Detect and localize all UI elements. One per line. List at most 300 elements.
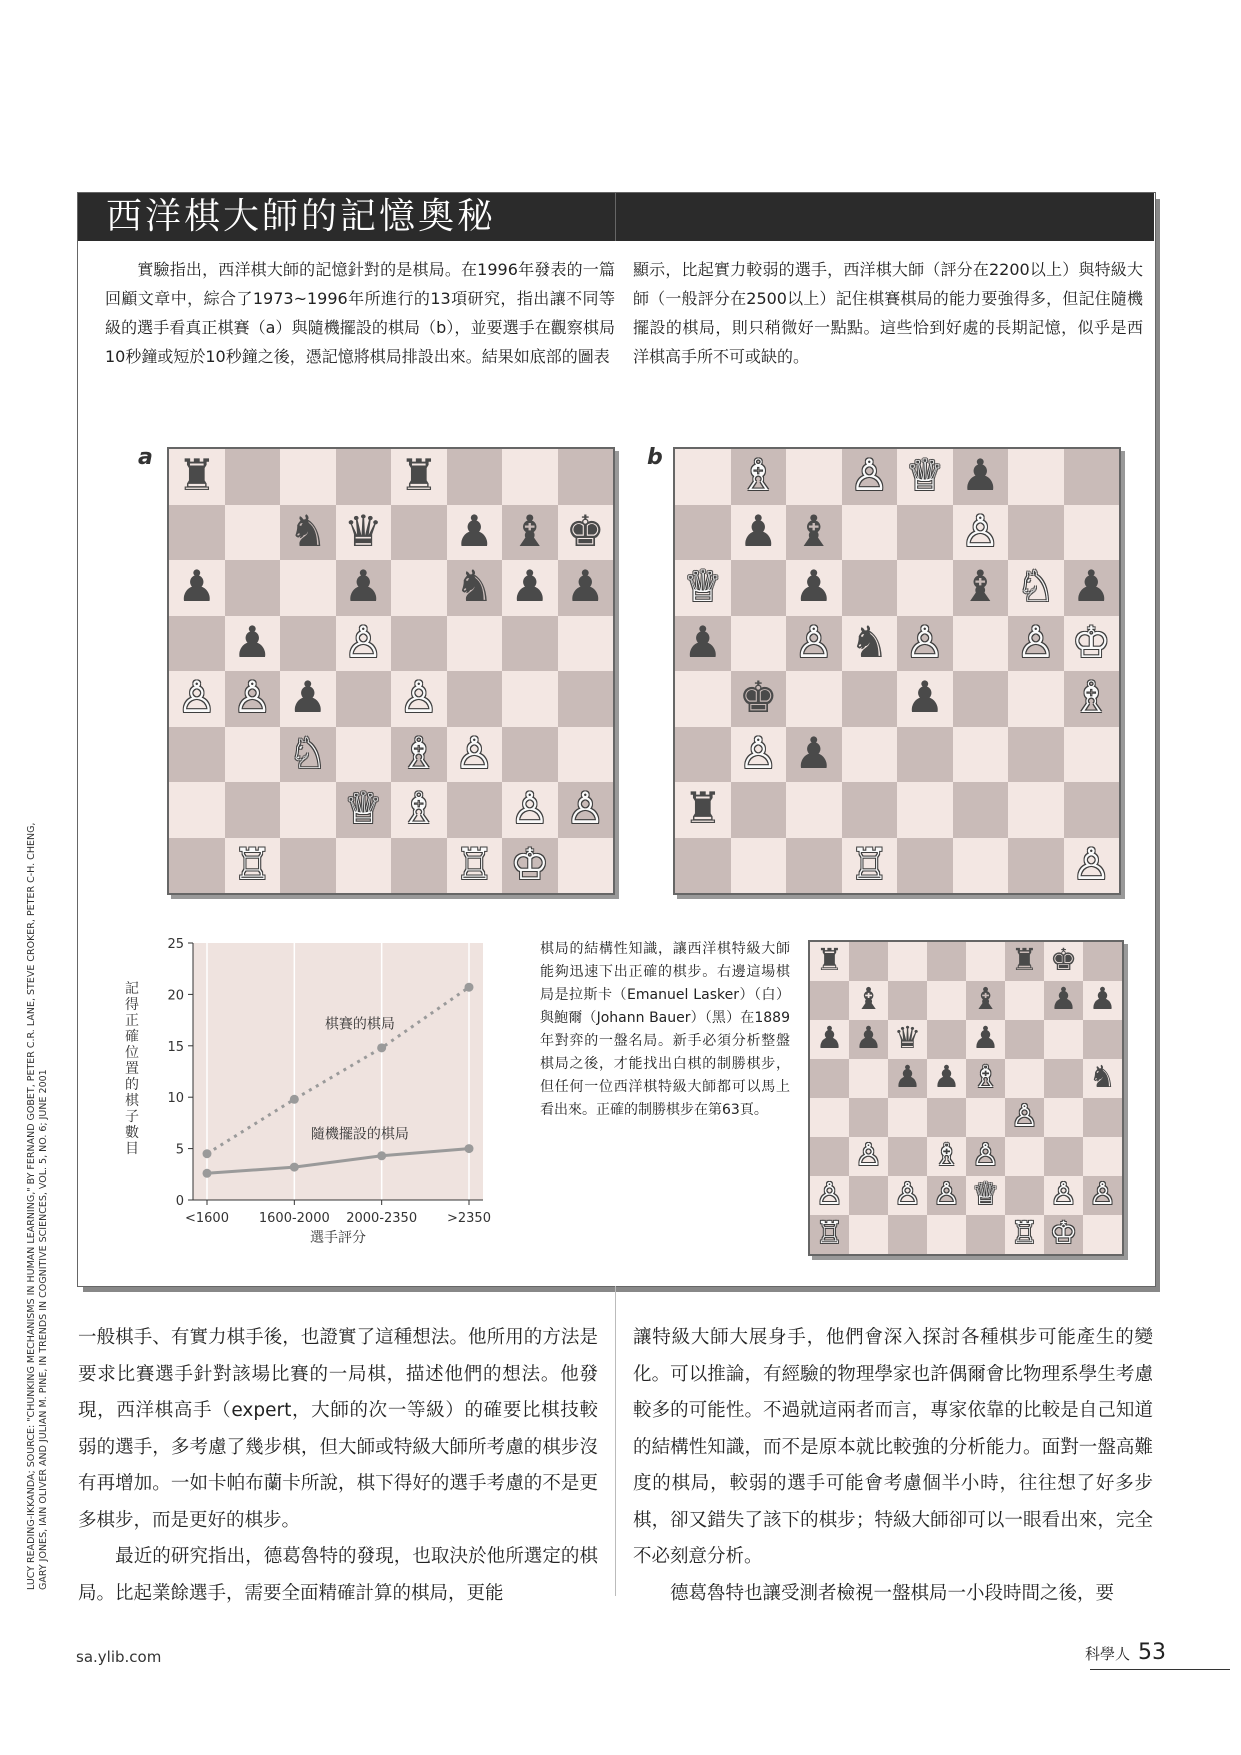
board-c-square bbox=[1044, 942, 1083, 981]
board-b-square bbox=[786, 782, 842, 838]
board-a-square bbox=[502, 449, 558, 505]
chart-y-tick-label: 0 bbox=[175, 1194, 184, 1209]
board-a-square bbox=[225, 671, 281, 727]
board-b-square bbox=[897, 838, 953, 894]
black-bishop-icon: ♝ bbox=[510, 506, 550, 557]
chart-y-tick-label: 10 bbox=[167, 1091, 184, 1107]
image-credit: LUCY READING-IKKANDA; SOURCE: "CHUNKING MECHANISMS IN HUMAN LEARNING," BY FERNAND GOBET, PETER C.R. LANE, STEVE CROKER, PETER C-H. CHENG, GARY JONES, IAIN OLIVER AND JULIAN M. PINE, IN TRENDS IN COGNITIVE SCIENCES, VOL. 5, NO. 6; JUNE 2001 bbox=[26, 822, 49, 1590]
board-c-square bbox=[1083, 942, 1122, 981]
board-b-square bbox=[731, 449, 787, 505]
board-a-square bbox=[391, 727, 447, 783]
board-a-square bbox=[280, 838, 336, 894]
white-pawn-icon: ♙ bbox=[510, 784, 550, 835]
board-a-square bbox=[280, 727, 336, 783]
board-a-square bbox=[558, 727, 614, 783]
board-c-square bbox=[888, 1215, 927, 1254]
board-c-square bbox=[888, 1137, 927, 1176]
board-a-square bbox=[391, 782, 447, 838]
chart-data-point bbox=[465, 1144, 474, 1153]
footer-magazine bbox=[1085, 1640, 1166, 1665]
black-pawn-icon: ♟ bbox=[454, 506, 494, 557]
chart-data-point bbox=[203, 1169, 212, 1178]
board-c-square bbox=[1083, 981, 1122, 1020]
title-divider bbox=[615, 193, 616, 241]
board-c-square bbox=[888, 981, 927, 1020]
black-pawn-icon: ♟ bbox=[288, 673, 328, 724]
board-a-square bbox=[502, 727, 558, 783]
board-b-square bbox=[731, 505, 787, 561]
board-c-square bbox=[810, 1098, 849, 1137]
chart-data-point bbox=[290, 1095, 299, 1104]
black-pawn-icon: ♟ bbox=[854, 1021, 883, 1057]
page-number: 53 bbox=[1138, 1640, 1167, 1665]
chessboard-b bbox=[673, 447, 1121, 895]
board-c-square bbox=[927, 981, 966, 1020]
board-b-square bbox=[1008, 671, 1064, 727]
board-a-square bbox=[502, 560, 558, 616]
board-c-square bbox=[966, 1176, 1005, 1215]
board-b-square bbox=[842, 838, 898, 894]
board-a-square bbox=[169, 782, 225, 838]
board-b-square bbox=[786, 616, 842, 672]
board-a-square bbox=[391, 560, 447, 616]
board-b-square bbox=[897, 616, 953, 672]
board-c-square bbox=[1044, 1020, 1083, 1059]
board-a-square bbox=[280, 449, 336, 505]
board-c-square bbox=[1005, 981, 1044, 1020]
board-b-square bbox=[675, 449, 731, 505]
board-c-square bbox=[810, 1059, 849, 1098]
board-a-square bbox=[169, 505, 225, 561]
body-left-column bbox=[78, 1320, 598, 1612]
white-king-icon: ♔ bbox=[1049, 1216, 1078, 1252]
board-a-square bbox=[336, 838, 392, 894]
board-c-square bbox=[849, 1176, 888, 1215]
black-king-icon: ♚ bbox=[565, 506, 605, 557]
board-b-square bbox=[786, 560, 842, 616]
board-a-square bbox=[225, 838, 281, 894]
board-b-square bbox=[731, 671, 787, 727]
board-b-square bbox=[786, 449, 842, 505]
black-pawn-icon: ♟ bbox=[565, 562, 605, 613]
board-caption: 棋局的結構性知識，讓西洋棋特級大師能夠迅速下出正確的棋步。右邊這場棋局是拉斯卡（Emanuel Lasker）（白）與鮑爾（Johann Bauer）（黑）在1889年對弈的一盤名局。新手必須分析整盤棋局之後，才能找出白棋的制勝棋步，但任何一位西洋棋特級大師都可以馬上看出來。正確的制勝棋步在第63頁。 bbox=[540, 941, 790, 1118]
white-queen-icon: ♕ bbox=[343, 784, 383, 835]
black-pawn-icon: ♟ bbox=[343, 562, 383, 613]
board-b-square bbox=[953, 838, 1009, 894]
board-a-square bbox=[502, 782, 558, 838]
board-a-square bbox=[280, 782, 336, 838]
board-b-square bbox=[675, 560, 731, 616]
board-a-square bbox=[558, 782, 614, 838]
board-c-square bbox=[1044, 1098, 1083, 1137]
board-a-square bbox=[391, 449, 447, 505]
board-a-square bbox=[336, 671, 392, 727]
board-c-square bbox=[927, 1215, 966, 1254]
white-bishop-icon: ♗ bbox=[399, 784, 439, 835]
white-bishop-icon: ♗ bbox=[971, 1060, 1000, 1096]
board-a-square bbox=[447, 727, 503, 783]
black-rook-icon: ♜ bbox=[1010, 943, 1039, 979]
board-a-square bbox=[336, 560, 392, 616]
white-knight-icon: ♘ bbox=[1016, 562, 1056, 613]
board-a-square bbox=[169, 727, 225, 783]
board-b-square bbox=[1008, 727, 1064, 783]
black-pawn-icon: ♟ bbox=[510, 562, 550, 613]
board-a-square bbox=[169, 838, 225, 894]
white-king-icon: ♔ bbox=[510, 839, 550, 890]
board-c-square bbox=[1044, 1215, 1083, 1254]
board-a-square bbox=[558, 505, 614, 561]
black-bishop-icon: ♝ bbox=[794, 506, 834, 557]
board-c-square bbox=[810, 1020, 849, 1059]
board-b-square bbox=[1064, 505, 1120, 561]
board-c-square bbox=[849, 1215, 888, 1254]
white-king-icon: ♔ bbox=[1071, 617, 1111, 668]
board-c-square bbox=[1083, 1020, 1122, 1059]
board-b-square bbox=[731, 838, 787, 894]
white-pawn-icon: ♙ bbox=[1088, 1177, 1117, 1213]
board-b-square bbox=[842, 449, 898, 505]
board-b-square bbox=[842, 505, 898, 561]
black-pawn-icon: ♟ bbox=[960, 451, 1000, 502]
white-bishop-icon: ♗ bbox=[932, 1138, 961, 1174]
black-pawn-icon: ♟ bbox=[815, 1021, 844, 1057]
board-c-square bbox=[1005, 1059, 1044, 1098]
footer-site: sa.ylib.com bbox=[76, 1648, 162, 1666]
board-b-square bbox=[897, 560, 953, 616]
board-b-square bbox=[842, 671, 898, 727]
board-c-square bbox=[1005, 1020, 1044, 1059]
board-b-square bbox=[897, 671, 953, 727]
board-a-square bbox=[558, 838, 614, 894]
board-c-square bbox=[1083, 1137, 1122, 1176]
white-queen-icon: ♕ bbox=[971, 1177, 1000, 1213]
board-c-square bbox=[810, 981, 849, 1020]
black-bishop-icon: ♝ bbox=[971, 982, 1000, 1018]
board-c-square bbox=[849, 1059, 888, 1098]
board-b-square bbox=[953, 616, 1009, 672]
board-c-square bbox=[1044, 1137, 1083, 1176]
board-a-square bbox=[280, 505, 336, 561]
white-pawn-icon: ♙ bbox=[960, 506, 1000, 557]
board-a-square bbox=[447, 838, 503, 894]
board-c-square bbox=[927, 1098, 966, 1137]
board-c-square bbox=[1005, 1215, 1044, 1254]
board-a-square bbox=[391, 505, 447, 561]
chart-data-point bbox=[377, 1043, 386, 1052]
board-c-square bbox=[1083, 1215, 1122, 1254]
black-king-icon: ♚ bbox=[738, 673, 778, 724]
black-knight-icon: ♞ bbox=[288, 506, 328, 557]
board-b-square bbox=[953, 782, 1009, 838]
board-c-square bbox=[927, 942, 966, 981]
chart-x-tick-label: >2350 bbox=[447, 1211, 491, 1226]
board-b-square bbox=[897, 782, 953, 838]
board-a-square bbox=[280, 616, 336, 672]
board-a-square bbox=[502, 838, 558, 894]
intro-right: 顯示，比起實力較弱的選手，西洋棋大師（評分在2200以上）與特級大師（一般評分在2500以上）記住棋賽棋局的能力要強得多，但記住隨機擺設的棋局，則只稍微好一點點。這些恰到好處的長期記憶，似乎是西洋棋高手所不可或缺的。 bbox=[633, 260, 1143, 366]
board-a-square bbox=[169, 449, 225, 505]
intro-left: 實驗指出，西洋棋大師的記憶針對的是棋局。在1996年發表的一篇回顧文章中，綜合了1973~1996年所進行的13項研究，指出讓不同等級的選手看真正棋賽（a）與隨機擺設的棋局（b），並要選手在觀察棋局10秒鐘或短於10秒鐘之後，憑記憶將棋局排設出來。結果如底部的圖表 bbox=[105, 260, 615, 366]
black-rook-icon: ♜ bbox=[399, 451, 439, 502]
board-a-square bbox=[447, 782, 503, 838]
black-pawn-icon: ♟ bbox=[971, 1021, 1000, 1057]
board-a-square bbox=[225, 449, 281, 505]
board-a-square bbox=[336, 505, 392, 561]
board-a-square bbox=[447, 449, 503, 505]
board-a-square bbox=[391, 616, 447, 672]
white-pawn-icon: ♙ bbox=[454, 728, 494, 779]
board-c-square bbox=[1083, 1098, 1122, 1137]
board-a-square bbox=[391, 671, 447, 727]
black-knight-icon: ♞ bbox=[454, 562, 494, 613]
white-pawn-icon: ♙ bbox=[1049, 1177, 1078, 1213]
chart-series-label: 隨機擺設的棋局 bbox=[310, 1126, 409, 1143]
white-pawn-icon: ♙ bbox=[815, 1177, 844, 1213]
black-rook-icon: ♜ bbox=[177, 451, 217, 502]
board-a-square bbox=[169, 560, 225, 616]
board-b-square bbox=[675, 838, 731, 894]
board-c-square bbox=[888, 1059, 927, 1098]
black-pawn-icon: ♟ bbox=[893, 1060, 922, 1096]
chart-y-tick-label: 20 bbox=[167, 988, 184, 1004]
board-b-square bbox=[731, 727, 787, 783]
white-pawn-icon: ♙ bbox=[738, 728, 778, 779]
black-pawn-icon: ♟ bbox=[1049, 982, 1078, 1018]
black-knight-icon: ♞ bbox=[1088, 1060, 1117, 1096]
white-pawn-icon: ♙ bbox=[565, 784, 605, 835]
chart-data-point bbox=[465, 983, 474, 992]
board-b-square bbox=[731, 782, 787, 838]
board-c-square bbox=[927, 1137, 966, 1176]
board-c-square bbox=[888, 942, 927, 981]
board-b-square bbox=[675, 782, 731, 838]
board-c-square bbox=[1005, 942, 1044, 981]
board-b-square bbox=[1064, 782, 1120, 838]
board-c-square bbox=[810, 1215, 849, 1254]
board-a-square bbox=[280, 560, 336, 616]
black-pawn-icon: ♟ bbox=[738, 506, 778, 557]
board-b-square bbox=[731, 616, 787, 672]
black-pawn-icon: ♟ bbox=[794, 728, 834, 779]
board-b-square bbox=[786, 671, 842, 727]
white-pawn-icon: ♙ bbox=[971, 1138, 1000, 1174]
board-a-square bbox=[225, 782, 281, 838]
board-c-square bbox=[1044, 981, 1083, 1020]
footer-rule bbox=[1090, 1669, 1230, 1670]
board-b-square bbox=[786, 505, 842, 561]
board-a-square bbox=[336, 616, 392, 672]
black-queen-icon: ♛ bbox=[343, 506, 383, 557]
board-b-square bbox=[1008, 560, 1064, 616]
white-pawn-icon: ♙ bbox=[849, 451, 889, 502]
board-c-square bbox=[927, 1059, 966, 1098]
white-pawn-icon: ♙ bbox=[177, 673, 217, 724]
board-c-square bbox=[849, 1020, 888, 1059]
black-pawn-icon: ♟ bbox=[683, 617, 723, 668]
board-b-square bbox=[842, 782, 898, 838]
board-c-square bbox=[849, 981, 888, 1020]
body-left-paragraph-1: 一般棋手、有實力棋手後，也證實了這種想法。他所用的方法是要求比賽選手針對該場比賽的一局棋，描述他們的想法。他發現，西洋棋高手（expert，大師的次一等級）的確要比棋技較弱的選手，多考慮了幾步棋，但大師或特級大師所考慮的棋步沒有再增加。一如卡帕布蘭卡所說，棋下得好的選手考慮的不是更多棋步，而是更好的棋步。 bbox=[78, 1327, 598, 1531]
board-a-square bbox=[225, 616, 281, 672]
black-pawn-icon: ♟ bbox=[1071, 562, 1111, 613]
chart-x-label: 選手評分 bbox=[310, 1230, 366, 1246]
board-b-square bbox=[1008, 838, 1064, 894]
board-a-square bbox=[391, 838, 447, 894]
board-c-square bbox=[966, 1137, 1005, 1176]
memory-chart-svg bbox=[113, 933, 513, 1263]
board-b-square bbox=[1064, 727, 1120, 783]
board-c-square bbox=[1005, 1137, 1044, 1176]
black-pawn-icon: ♟ bbox=[177, 562, 217, 613]
white-pawn-icon: ♙ bbox=[932, 1177, 961, 1213]
board-a-square bbox=[169, 671, 225, 727]
board-c-square bbox=[1044, 1176, 1083, 1215]
column-divider bbox=[615, 1286, 616, 1596]
black-queen-icon: ♛ bbox=[893, 1021, 922, 1057]
black-pawn-icon: ♟ bbox=[794, 562, 834, 613]
board-c-square bbox=[810, 1137, 849, 1176]
board-c-square bbox=[966, 1098, 1005, 1137]
black-pawn-icon: ♟ bbox=[232, 617, 272, 668]
board-a-square bbox=[447, 671, 503, 727]
board-c-square bbox=[927, 1020, 966, 1059]
board-c-square bbox=[810, 942, 849, 981]
board-a-square bbox=[225, 560, 281, 616]
board-b-square bbox=[1008, 616, 1064, 672]
black-pawn-icon: ♟ bbox=[905, 673, 945, 724]
board-c-square bbox=[888, 1098, 927, 1137]
board-c-square bbox=[927, 1176, 966, 1215]
chart-y-tick-label: 15 bbox=[167, 1039, 184, 1055]
board-c-square bbox=[810, 1176, 849, 1215]
board-c-square bbox=[849, 1098, 888, 1137]
chart-data-point bbox=[290, 1163, 299, 1172]
board-a-square bbox=[447, 560, 503, 616]
board-b-square bbox=[675, 505, 731, 561]
chessboard-lasker-bauer bbox=[808, 940, 1124, 1256]
board-b-square bbox=[1064, 616, 1120, 672]
board-c-square bbox=[888, 1020, 927, 1059]
white-pawn-icon: ♙ bbox=[1071, 839, 1111, 890]
white-queen-icon: ♕ bbox=[683, 562, 723, 613]
board-c-square bbox=[966, 1059, 1005, 1098]
board-b-square bbox=[842, 616, 898, 672]
board-a-square bbox=[558, 449, 614, 505]
board-c-square bbox=[966, 1020, 1005, 1059]
board-a-square bbox=[502, 505, 558, 561]
board-b-square bbox=[953, 560, 1009, 616]
chart-series-label: 棋賽的棋局 bbox=[324, 1016, 395, 1033]
body-left-paragraph-2: 最近的研究指出，德葛魯特的發現，也取決於他所選定的棋局。比起業餘選手，需要全面精確計算的棋局，更能 bbox=[78, 1546, 598, 1604]
board-b-square bbox=[1008, 505, 1064, 561]
body-right-paragraph-1: 讓特級大師大展身手，他們會深入探討各種棋步可能產生的變化。可以推論，有經驗的物理學家也許偶爾會比物理系學生考慮較多的可能性。不過就這兩者而言，專家依靠的比較是自己知道的結構性知識，而不是原本就比較強的分析能力。面對一盤高難度的棋局，較弱的選手可能會考慮個半小時，往往想了好多步棋，卻又錯失了該下的棋步；特級大師卻可以一眼看出來，完全不必刻意分析。 bbox=[633, 1327, 1153, 1567]
board-a-square bbox=[447, 616, 503, 672]
board-c-square bbox=[1005, 1176, 1044, 1215]
white-bishop-icon: ♗ bbox=[399, 728, 439, 779]
black-pawn-icon: ♟ bbox=[1088, 982, 1117, 1018]
board-a-square bbox=[502, 616, 558, 672]
board-b-square bbox=[953, 671, 1009, 727]
board-b-square bbox=[953, 505, 1009, 561]
board-c-square bbox=[1083, 1176, 1122, 1215]
board-b-square bbox=[786, 838, 842, 894]
board-a-square bbox=[336, 782, 392, 838]
chart-y-label: 記得正確位置的棋子數目 bbox=[125, 981, 139, 1157]
board-c-square bbox=[1005, 1098, 1044, 1137]
white-pawn-icon: ♙ bbox=[893, 1177, 922, 1213]
white-bishop-icon: ♗ bbox=[738, 451, 778, 502]
board-a-square bbox=[169, 616, 225, 672]
white-pawn-icon: ♙ bbox=[1010, 1099, 1039, 1135]
white-rook-icon: ♖ bbox=[815, 1216, 844, 1252]
white-pawn-icon: ♙ bbox=[1016, 617, 1056, 668]
white-pawn-icon: ♙ bbox=[905, 617, 945, 668]
board-b-square bbox=[953, 449, 1009, 505]
white-pawn-icon: ♙ bbox=[794, 617, 834, 668]
board-c-square bbox=[1083, 1059, 1122, 1098]
board-b-label: b bbox=[647, 445, 663, 470]
white-pawn-icon: ♙ bbox=[343, 617, 383, 668]
board-a-square bbox=[558, 560, 614, 616]
white-bishop-icon: ♗ bbox=[1071, 673, 1111, 724]
white-rook-icon: ♖ bbox=[849, 839, 889, 890]
chart-x-tick-label: <1600 bbox=[185, 1211, 229, 1226]
board-c-square bbox=[1044, 1059, 1083, 1098]
white-rook-icon: ♖ bbox=[1010, 1216, 1039, 1252]
chart-y-tick-label: 25 bbox=[167, 937, 184, 952]
white-pawn-icon: ♙ bbox=[399, 673, 439, 724]
board-b-square bbox=[1008, 782, 1064, 838]
white-pawn-icon: ♙ bbox=[232, 673, 272, 724]
board-b-square bbox=[675, 616, 731, 672]
chart-x-tick-label: 1600-2000 bbox=[258, 1211, 330, 1226]
white-rook-icon: ♖ bbox=[232, 839, 272, 890]
board-a-label: a bbox=[138, 445, 153, 470]
white-rook-icon: ♖ bbox=[454, 839, 494, 890]
chart-y-tick-label: 5 bbox=[175, 1142, 184, 1158]
board-b-square bbox=[1064, 671, 1120, 727]
page-title: 西洋棋大師的記憶奧秘 bbox=[106, 196, 497, 237]
board-c-square bbox=[966, 942, 1005, 981]
board-b-square bbox=[1064, 449, 1120, 505]
board-a-square bbox=[225, 727, 281, 783]
board-b-square bbox=[675, 727, 731, 783]
board-b-square bbox=[1008, 449, 1064, 505]
black-bishop-icon: ♝ bbox=[854, 982, 883, 1018]
white-knight-icon: ♘ bbox=[288, 728, 328, 779]
board-a-square bbox=[502, 671, 558, 727]
board-c-square bbox=[888, 1176, 927, 1215]
chart-x-tick-label: 2000-2350 bbox=[346, 1211, 418, 1226]
board-b-square bbox=[731, 560, 787, 616]
board-b-square bbox=[953, 727, 1009, 783]
board-a-square bbox=[447, 505, 503, 561]
board-a-square bbox=[336, 727, 392, 783]
chart-data-point bbox=[203, 1149, 212, 1158]
board-a-square bbox=[280, 671, 336, 727]
black-pawn-icon: ♟ bbox=[932, 1060, 961, 1096]
white-pawn-icon: ♙ bbox=[854, 1138, 883, 1174]
board-b-square bbox=[897, 727, 953, 783]
black-king-icon: ♚ bbox=[1049, 943, 1078, 979]
board-b-square bbox=[786, 727, 842, 783]
board-b-square bbox=[675, 671, 731, 727]
chart-data-point bbox=[377, 1151, 386, 1160]
board-b-square bbox=[842, 560, 898, 616]
board-b-square bbox=[842, 727, 898, 783]
board-c-square bbox=[849, 942, 888, 981]
